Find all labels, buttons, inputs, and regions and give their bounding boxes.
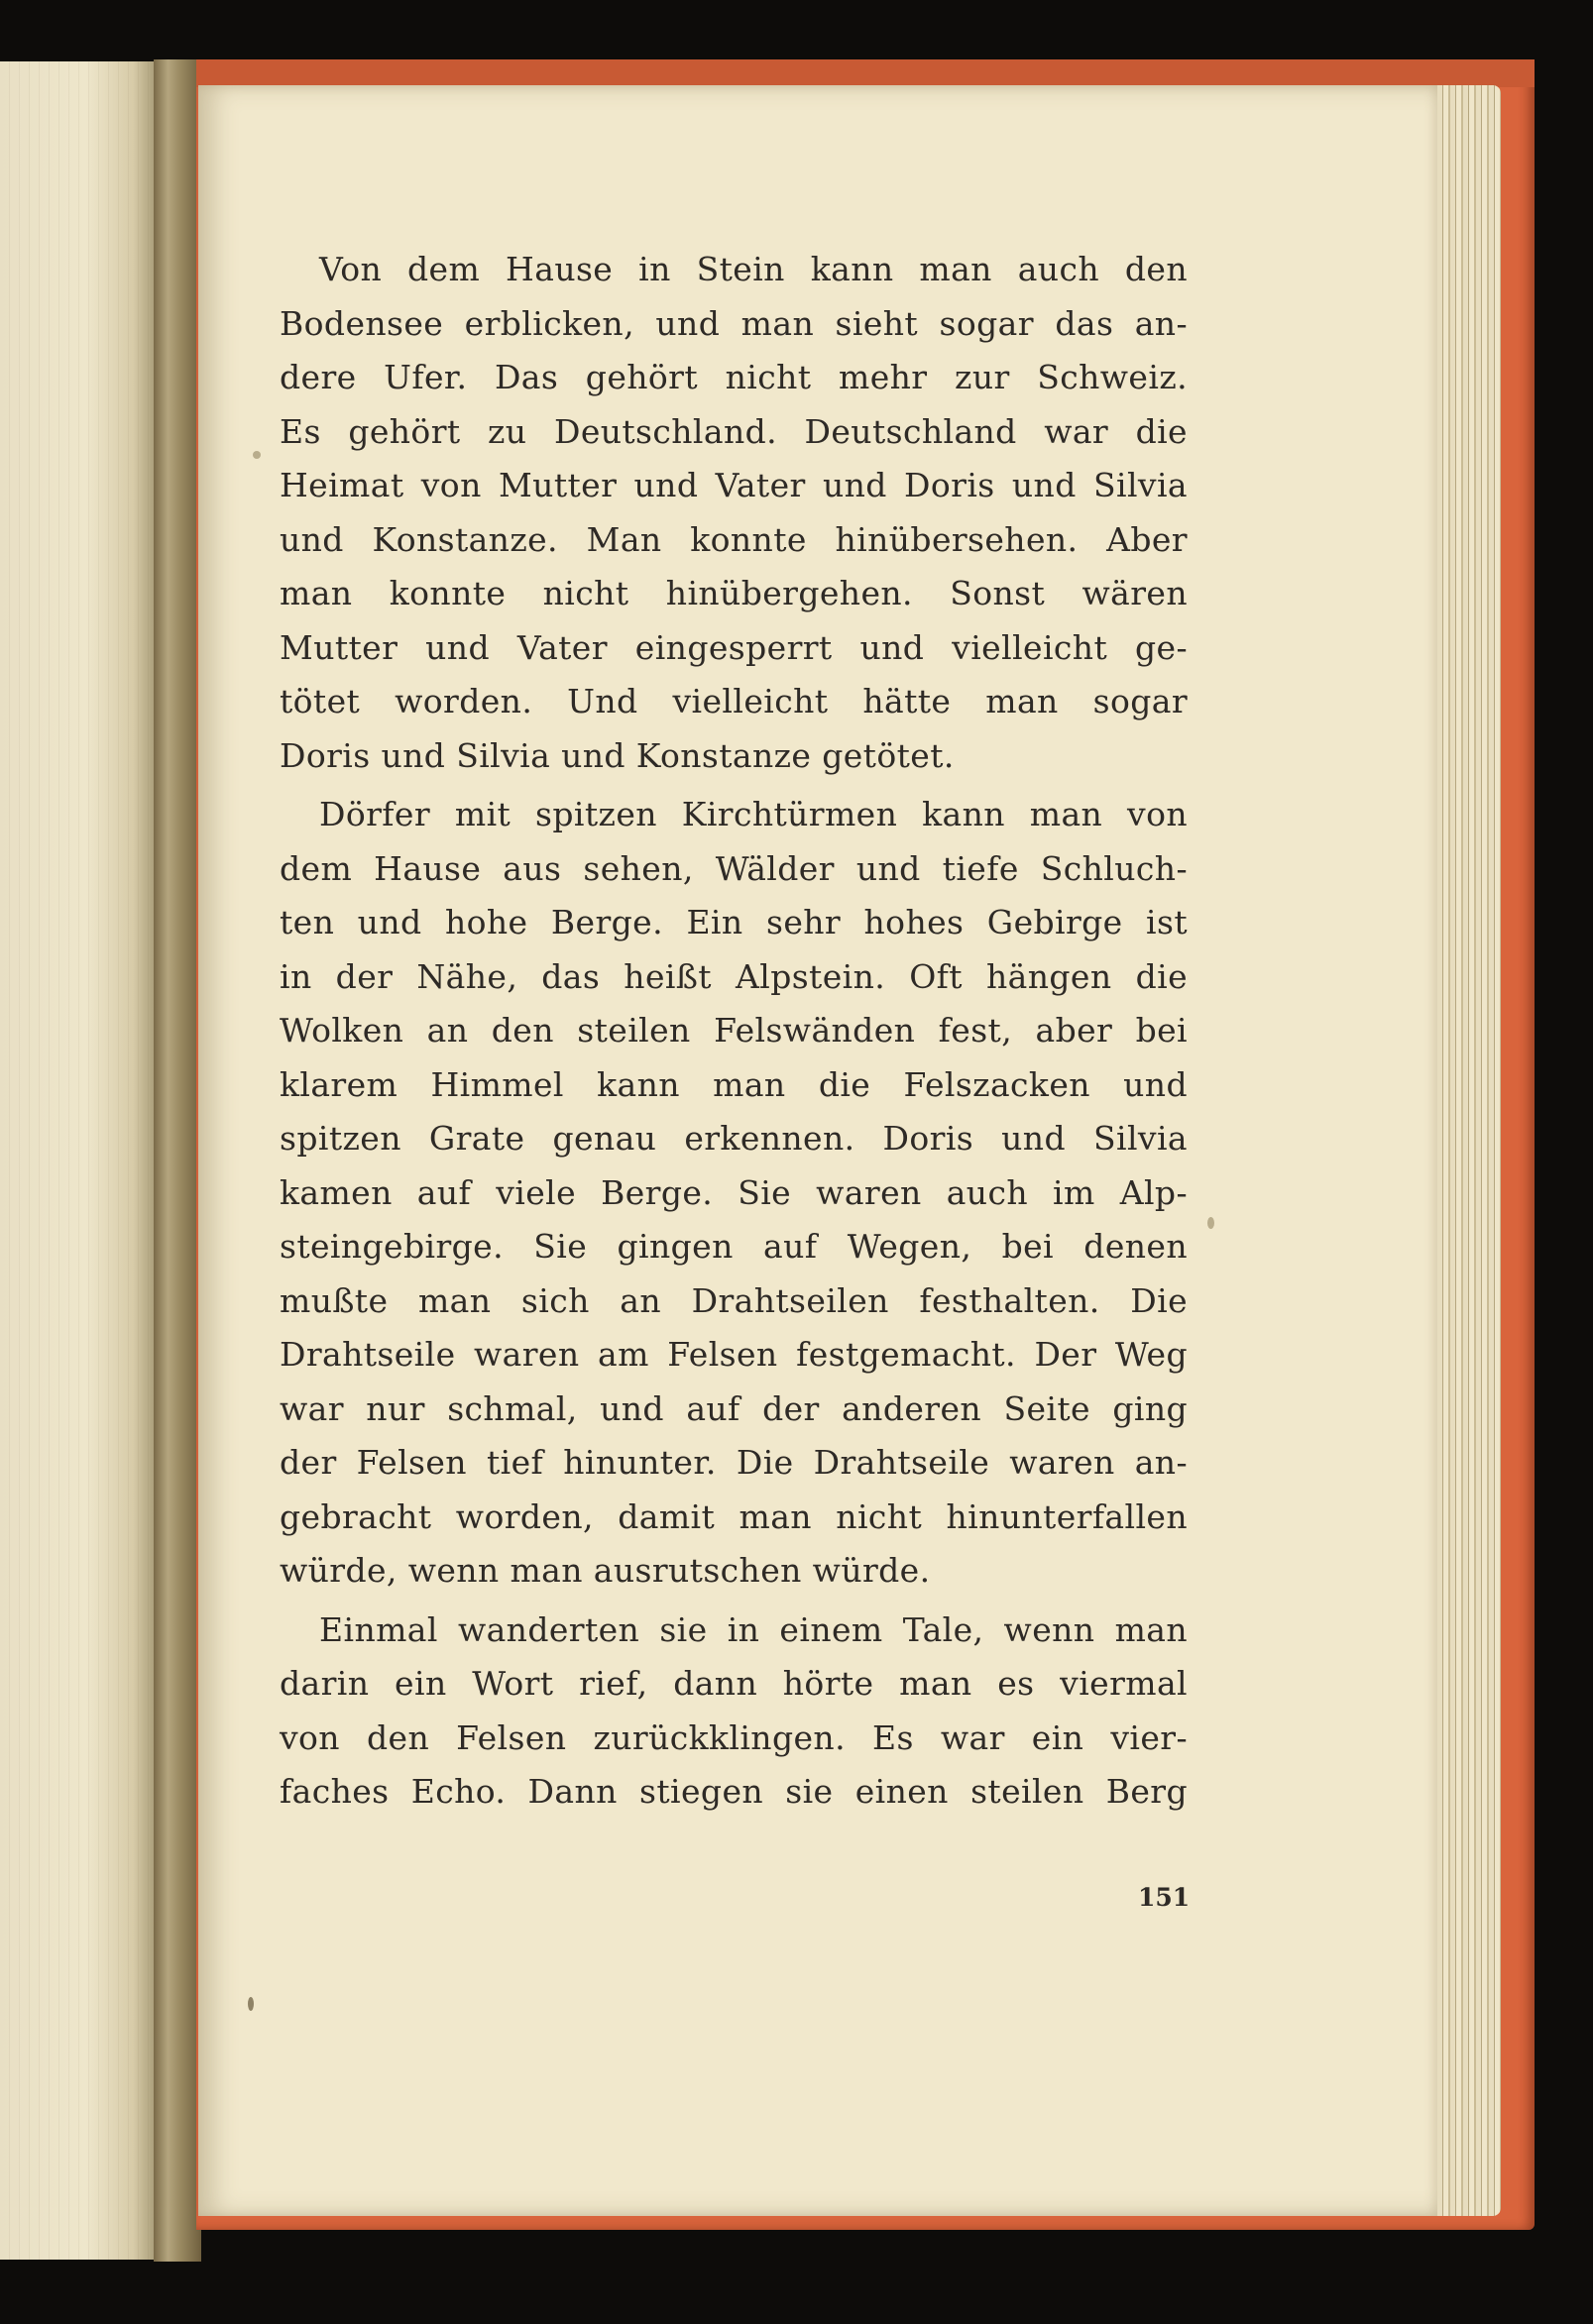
text-line: dere Ufer. Das gehört nicht mehr zur Schweiz. bbox=[280, 358, 1188, 396]
text-line: und Konstanze. Man konnte hinübersehen. Aber bbox=[280, 519, 1188, 559]
text-line: dem Hause aus sehen, Wälder und tiefe Schluch- bbox=[280, 848, 1188, 888]
body-text bbox=[280, 243, 1188, 1820]
text-line: Heimat von Mutter und Vater und Doris und Silvia bbox=[280, 466, 1188, 504]
text-line: ten und hohe Berge. Ein sehr hohes Gebirge ist bbox=[280, 903, 1188, 941]
text-line: Drahtseile waren am Felsen festgemacht. Der Weg bbox=[280, 1335, 1188, 1374]
text-line: Doris und Silvia und Konstanze getötet. bbox=[280, 735, 955, 775]
text-line: spitzen Grate genau erkennen. Doris und Silvia bbox=[280, 1119, 1188, 1158]
text-line: in der Nähe, das heißt Alpstein. Oft hängen die bbox=[280, 956, 1188, 996]
paper-speck bbox=[248, 1997, 254, 2011]
text-line: tötet worden. Und vielleicht hätte man sogar bbox=[280, 682, 1188, 720]
text-line: von den Felsen zurückklingen. Es war ein vier- bbox=[280, 1717, 1188, 1757]
page-number: 151 bbox=[1138, 1883, 1191, 1912]
text-line: der Felsen tief hinunter. Die Drahtseile waren an- bbox=[280, 1443, 1188, 1482]
text-line: klarem Himmel kann man die Felszacken und bbox=[280, 1064, 1188, 1104]
text-line: faches Echo. Dann stiegen sie einen steilen Berg bbox=[280, 1772, 1188, 1811]
paragraph-2 bbox=[280, 788, 1188, 1599]
text-line: darin ein Wort rief, dann hörte man es viermal bbox=[280, 1664, 1188, 1703]
text-line: Es gehört zu Deutschland. Deutschland war die bbox=[280, 411, 1188, 451]
left-page-texture bbox=[0, 61, 157, 2260]
text-line: Einmal wanderten sie in einem Tale, wenn man bbox=[319, 1609, 1188, 1649]
text-line: war nur schmal, und auf der anderen Seite ging bbox=[280, 1388, 1188, 1428]
text-line: Von dem Hause in Stein kann man auch den bbox=[319, 250, 1188, 288]
text-line: würde, wenn man ausrutschen würde. bbox=[280, 1551, 931, 1590]
paragraph-3 bbox=[280, 1604, 1188, 1820]
text-line: mußte man sich an Drahtseilen festhalten. Die bbox=[280, 1280, 1188, 1320]
paper-speck bbox=[1207, 1217, 1214, 1229]
paragraph-1 bbox=[280, 243, 1188, 783]
text-line: Dörfer mit spitzen Kirchtürmen kann man von bbox=[319, 795, 1188, 833]
book-cover-top-edge bbox=[196, 59, 1535, 87]
paper-speck bbox=[253, 451, 261, 459]
text-line: Mutter und Vater eingesperrt und vielleicht ge- bbox=[280, 627, 1188, 667]
text-line: kamen auf viele Berge. Sie waren auch im Alp- bbox=[280, 1172, 1188, 1212]
text-line: gebracht worden, damit man nicht hinunterfallen bbox=[280, 1496, 1188, 1536]
text-line: steingebirge. Sie gingen auf Wegen, bei denen bbox=[280, 1227, 1188, 1266]
text-line: Bodensee erblicken, und man sieht sogar das an- bbox=[280, 303, 1188, 343]
book-spine-gutter bbox=[154, 59, 201, 2262]
text-line: Wolken an den steilen Felswänden fest, aber bei bbox=[280, 1011, 1188, 1050]
text-line: man konnte nicht hinübergehen. Sonst wären bbox=[280, 574, 1188, 612]
